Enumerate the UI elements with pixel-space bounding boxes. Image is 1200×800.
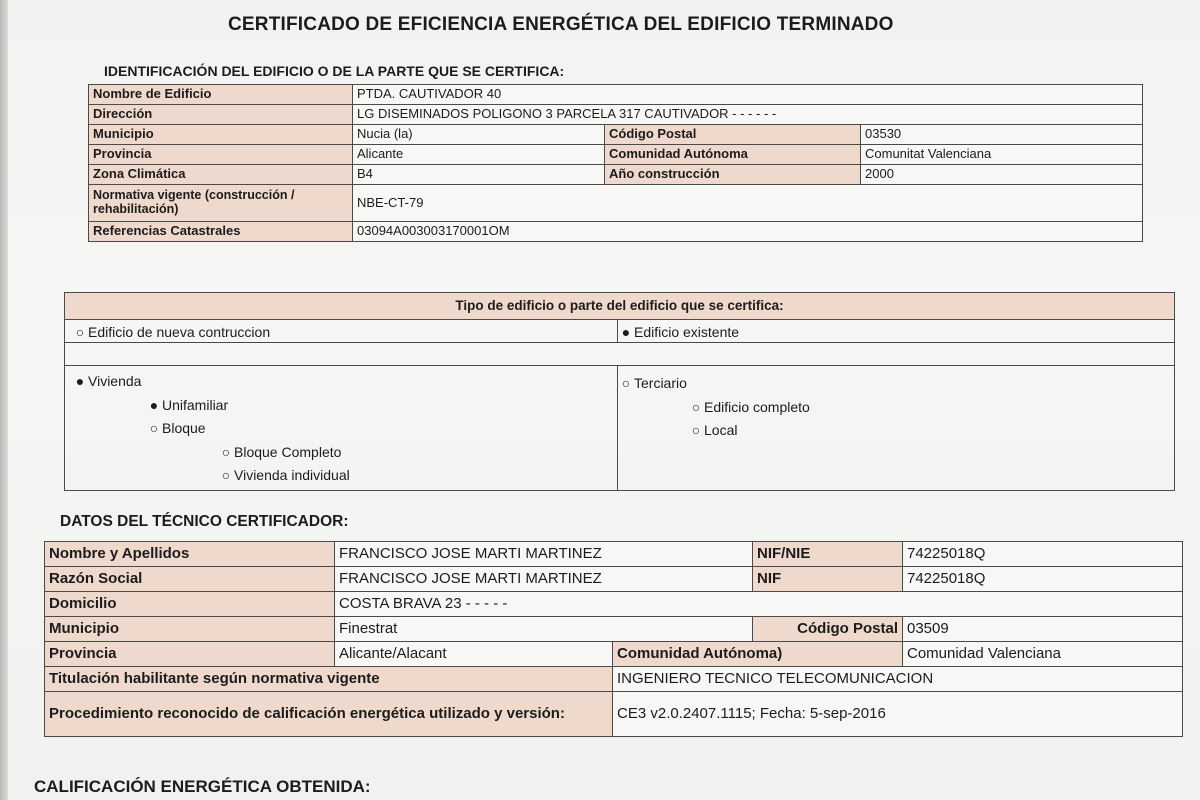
radio-empty-icon: ○	[75, 324, 85, 340]
nombre-apellidos-label: Nombre y Apellidos	[45, 542, 335, 567]
referencias-catastrales-label: Referencias Catastrales	[89, 222, 353, 242]
radio-empty-icon: ○	[149, 420, 159, 436]
table-row	[89, 105, 1143, 125]
radio-filled-icon: ●	[75, 373, 85, 389]
municipio-label: Municipio	[89, 125, 353, 145]
direccion-label: Dirección	[89, 105, 353, 125]
radio-bloque	[149, 420, 206, 436]
radio-unifamiliar	[149, 397, 228, 413]
building-type-box	[64, 292, 1175, 491]
anio-construccion-value: 2000	[861, 165, 1143, 185]
table-row	[45, 592, 1183, 617]
radio-filled-icon: ●	[149, 397, 159, 413]
table-row	[65, 343, 1174, 366]
tipo-heading: Tipo de edificio o parte del edificio que se certifica:	[65, 293, 1174, 320]
direccion-value: LG DISEMINADOS POLIGONO 3 PARCELA 317 CAUTIVADOR - - - - - -	[353, 105, 1143, 125]
column-divider	[617, 366, 618, 490]
radio-nueva-construccion	[75, 324, 270, 340]
option-label: Terciario	[634, 375, 687, 391]
zona-climatica-label: Zona Climática	[89, 165, 353, 185]
municipio-label: Municipio	[45, 617, 335, 642]
codigo-postal-label: Código Postal	[605, 125, 861, 145]
comunidad-value: Comunitat Valenciana	[861, 145, 1143, 165]
building-identification-table	[88, 84, 1143, 242]
technician-table	[44, 541, 1183, 737]
radio-local	[691, 422, 737, 438]
radio-empty-icon: ○	[691, 422, 701, 438]
nif-nie-value: 74225018Q	[903, 542, 1183, 567]
domicilio-value: COSTA BRAVA 23 - - - - -	[335, 592, 1183, 617]
table-row	[89, 165, 1143, 185]
radio-empty-icon: ○	[221, 467, 231, 483]
radio-edificio-existente	[621, 324, 739, 340]
zona-climatica-value: B4	[353, 165, 605, 185]
provincia-value: Alicante/Alacant	[335, 642, 613, 667]
nif-value: 74225018Q	[903, 567, 1183, 592]
table-row	[45, 542, 1183, 567]
table-row	[45, 667, 1183, 692]
page-edge	[0, 0, 8, 800]
procedimiento-label: Procedimiento reconocido de calificación energética utilizado y versión:	[45, 692, 613, 737]
table-row	[89, 145, 1143, 165]
document-title: CERTIFICADO DE EFICIENCIA ENERGÉTICA DEL EDIFICIO TERMINADO	[228, 14, 894, 35]
option-label: Local	[704, 422, 738, 438]
option-label: Vivienda	[88, 373, 142, 389]
nombre-edificio-value: PTDA. CAUTIVADOR 40	[353, 85, 1143, 105]
comunidad-label: Comunidad Autónoma	[605, 145, 861, 165]
radio-empty-icon: ○	[621, 375, 631, 391]
procedimiento-value: CE3 v2.0.2407.1115; Fecha: 5-sep-2016	[613, 692, 1183, 737]
table-row	[89, 85, 1143, 105]
nif-nie-label: NIF/NIE	[753, 542, 903, 567]
nif-label: NIF	[753, 567, 903, 592]
codigo-postal-value: 03530	[861, 125, 1143, 145]
referencias-catastrales-value: 03094A003003170001OM	[353, 222, 1143, 242]
municipio-value: Nucia (la)	[353, 125, 605, 145]
calificacion-heading: CALIFICACIÓN ENERGÉTICA OBTENIDA:	[34, 777, 371, 796]
identificacion-heading: IDENTIFICACIÓN DEL EDIFICIO O DE LA PARTE QUE SE CERTIFICA:	[104, 63, 565, 79]
option-label: Vivienda individual	[234, 467, 350, 483]
codigo-postal-label: Código Postal	[753, 617, 903, 642]
provincia-label: Provincia	[89, 145, 353, 165]
option-label: Unifamiliar	[162, 397, 229, 413]
table-row	[45, 692, 1183, 737]
radio-filled-icon: ●	[621, 324, 631, 340]
titulacion-value: INGENIERO TECNICO TELECOMUNICACION	[613, 667, 1183, 692]
razon-social-label: Razón Social	[45, 567, 335, 592]
table-row	[89, 125, 1143, 145]
nombre-apellidos-value: FRANCISCO JOSE MARTI MARTINEZ	[335, 542, 753, 567]
radio-vivienda	[75, 373, 141, 389]
provincia-value: Alicante	[353, 145, 605, 165]
titulacion-label: Titulación habilitante según normativa vigente	[45, 667, 613, 692]
option-label: Edificio existente	[634, 324, 740, 340]
radio-bloque-completo	[221, 444, 341, 460]
normativa-value: NBE-CT-79	[353, 185, 1143, 222]
nombre-edificio-label: Nombre de Edificio	[89, 85, 353, 105]
normativa-label: Normativa vigente (construcción / rehabilitación)	[89, 185, 353, 222]
table-row	[45, 617, 1183, 642]
codigo-postal-value: 03509	[903, 617, 1183, 642]
table-row	[45, 567, 1183, 592]
radio-edificio-completo	[691, 399, 810, 415]
radio-terciario	[621, 375, 687, 391]
radio-empty-icon: ○	[691, 399, 701, 415]
option-label: Bloque Completo	[234, 444, 342, 460]
table-row	[45, 642, 1183, 667]
option-label: Bloque	[162, 420, 206, 436]
option-label: Edificio completo	[704, 399, 810, 415]
radio-empty-icon: ○	[221, 444, 231, 460]
table-row	[89, 185, 1143, 222]
comunidad-label: Comunidad Autónoma)	[613, 642, 903, 667]
anio-construccion-label: Año construcción	[605, 165, 861, 185]
table-row	[89, 222, 1143, 242]
comunidad-value: Comunidad Valenciana	[903, 642, 1183, 667]
razon-social-value: FRANCISCO JOSE MARTI MARTINEZ	[335, 567, 753, 592]
provincia-label: Provincia	[45, 642, 335, 667]
column-divider	[617, 320, 618, 342]
option-label: Edificio de nueva contruccion	[88, 324, 271, 340]
tecnico-heading: DATOS DEL TÉCNICO CERTIFICADOR:	[60, 513, 349, 530]
radio-vivienda-individual	[221, 467, 350, 483]
municipio-value: Finestrat	[335, 617, 753, 642]
domicilio-label: Domicilio	[45, 592, 335, 617]
